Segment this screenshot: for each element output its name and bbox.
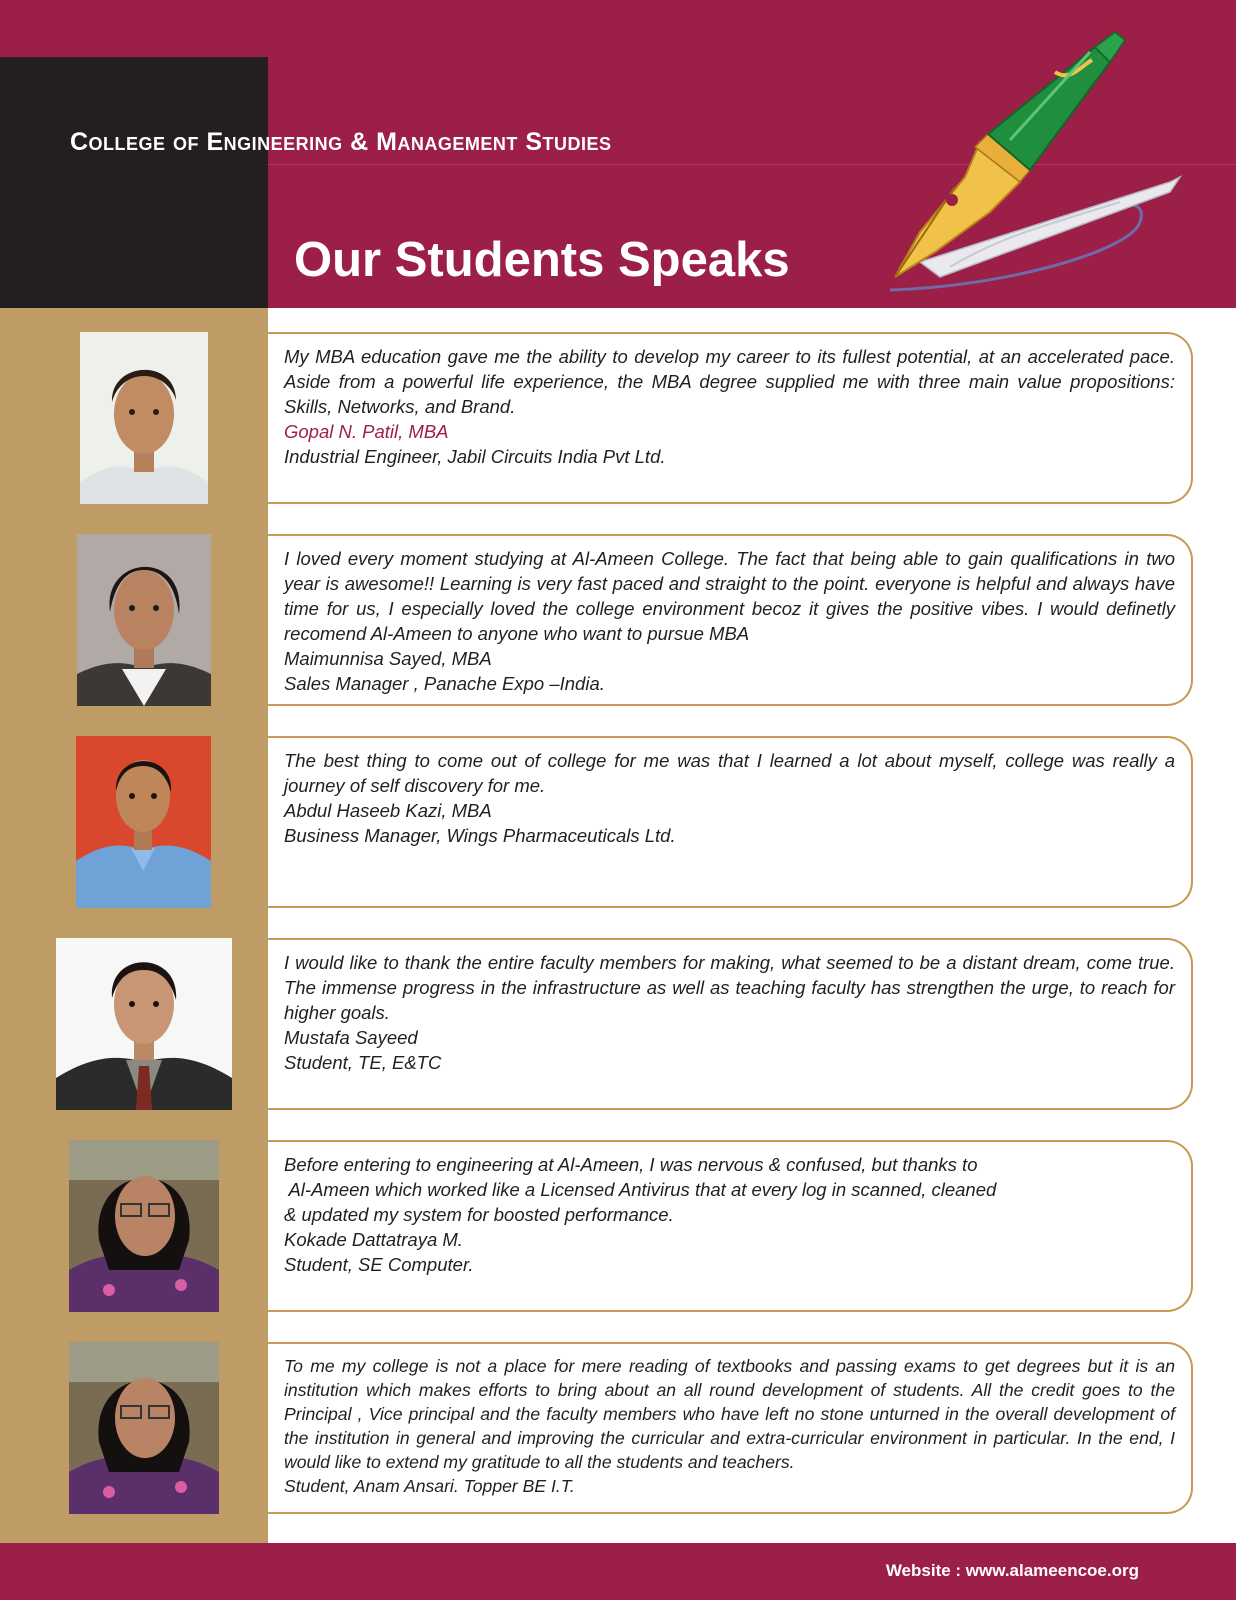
testimonial-author: Gopal N. Patil, MBA — [284, 421, 449, 442]
student-photo-1 — [80, 332, 208, 504]
testimonial-role: Business Manager, Wings Pharmaceuticals Ltd. — [284, 825, 676, 846]
testimonial-role: Student, TE, E&TC — [284, 1052, 442, 1073]
testimonial-quote: To me my college is not a place for mere reading of textbooks and passing exams to get degrees but it is an institution which makes efforts to bring about an all round development of students. All the credit goes to the Principal , Vice principal and the faculty members who have left no stone unturned in the overall development of the institution in general and improving the curricular and extra-curricular environment in particular. In the end, I would like to extend my gratitude to all the students and teachers. — [284, 1356, 1175, 1472]
testimonial-quote: I loved every moment studying at Al-Ameen College. The fact that being able to gain qualifications in two year is awesome!! Learning is very fast paced and straight to the point. everyone is helpful and always have time for us, I especially loved the college environment becoz it gives the positive vibes. I would definetly recomend Al-Ameen to anyone who want to pursue MBA — [284, 548, 1175, 644]
student-photo-5 — [69, 1140, 219, 1312]
testimonial-card-5 — [268, 1140, 1193, 1312]
testimonial-quote-line: Al-Ameen which worked like a Licensed Antivirus that at every log in scanned, cleaned — [284, 1179, 997, 1200]
page-title: Our Students Speaks — [294, 233, 790, 287]
testimonial-quote: The best thing to come out of college for me was that I learned a lot about myself, college was really a journey of self discovery for me. — [284, 750, 1175, 796]
testimonial-role: Sales Manager , Panache Expo –India. — [284, 673, 605, 694]
testimonial-author: Kokade Dattatraya M. — [284, 1229, 463, 1250]
website-link[interactable]: Website : www.alameencoe.org — [885, 1561, 1139, 1580]
testimonial-author: Maimunnisa Sayed, MBA — [284, 648, 492, 669]
testimonial-card-1 — [268, 332, 1193, 504]
testimonial-author: Mustafa Sayeed — [284, 1027, 418, 1048]
testimonial-card-2 — [268, 534, 1193, 706]
testimonial-role: Student, Anam Ansari. Topper BE I.T. — [284, 1476, 575, 1496]
fountain-pen-icon — [880, 22, 1210, 302]
testimonial-card-3 — [268, 736, 1193, 908]
testimonial-role: Student, SE Computer. — [284, 1254, 474, 1275]
footer-bar — [0, 1543, 1236, 1600]
testimonial-quote: My MBA education gave me the ability to develop my career to its fullest potential, at an accelerated pace. Aside from a powerful life experience, the MBA degree supplied me with three main value propositions: Skills, Networks, and Brand. — [284, 346, 1175, 417]
testimonial-card-6 — [268, 1342, 1193, 1514]
testimonial-card-4 — [268, 938, 1193, 1110]
student-photo-4 — [56, 938, 232, 1110]
testimonial-quote: I would like to thank the entire faculty members for making, what seemed to be a distant dream, come true. The immense progress in the infrastructure as well as teaching faculty has strengthen the urge, to reach for higher goals. — [284, 952, 1175, 1023]
testimonial-role: Industrial Engineer, Jabil Circuits India Pvt Ltd. — [284, 446, 666, 467]
header-black-block — [0, 57, 268, 308]
student-photo-6 — [69, 1342, 219, 1514]
testimonial-quote-line: & updated my system for boosted performance. — [284, 1204, 674, 1225]
college-name: College of Engineering & Management Studies — [70, 128, 612, 156]
testimonial-author: Abdul Haseeb Kazi, MBA — [284, 800, 492, 821]
student-photo-2 — [77, 534, 211, 706]
testimonial-quote-line: Before entering to engineering at Al-Ameen, I was nervous & confused, but thanks to — [284, 1154, 978, 1175]
student-photo-3 — [76, 736, 211, 908]
